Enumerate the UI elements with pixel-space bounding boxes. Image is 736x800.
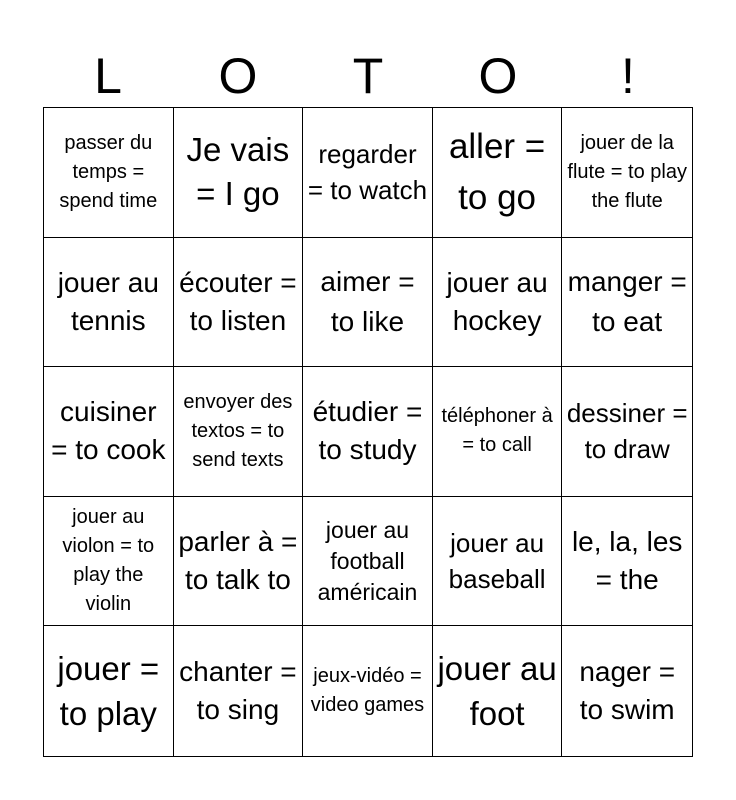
cell-text: jouer au baseball [448,528,546,595]
bingo-cell [303,497,433,627]
title-letter-2: O [218,48,258,104]
cell-text: parler à = to talk to [178,526,298,596]
cell-text: cuisiner = to cook [51,396,166,466]
bingo-cell [562,626,692,756]
bingo-cell [562,497,692,627]
bingo-cell [174,497,304,627]
cell-text: manger = to eat [567,265,687,337]
bingo-cell [44,626,174,756]
bingo-cell [562,108,692,238]
cell-text: envoyer des textos = to send texts [183,390,293,471]
title-letter-1: L [94,48,122,104]
bingo-cell [44,367,174,497]
bingo-cell [433,238,563,368]
bingo-cell [174,238,304,368]
bingo-cell [174,626,304,756]
cell-text: regarder = to watch [307,139,428,206]
bingo-cell [303,626,433,756]
cell-text: jouer au football américain [317,516,418,605]
bingo-cell [44,497,174,627]
cell-text: le, la, les = the [571,526,683,596]
cell-text: jouer = to play [57,650,160,733]
title-letter-3: T [352,48,384,104]
cell-text: dessiner = to draw [566,398,688,465]
cell-text: jouer au tennis [57,266,159,336]
cell-text: chanter = to sing [179,656,297,726]
bingo-cell [303,367,433,497]
bingo-cell [174,108,304,238]
bingo-cell [433,497,563,627]
cell-text: étudier = to study [312,396,423,466]
bingo-cell [562,367,692,497]
bingo-card-grid [43,107,693,757]
bingo-cell [433,367,563,497]
cell-text: aller = to go [448,127,546,218]
bingo-title [43,48,693,104]
bingo-cell [303,108,433,238]
cell-text: écouter = to listen [179,266,297,336]
cell-text: Je vais = I go [186,131,290,213]
bingo-cell [562,238,692,368]
cell-text: jouer de la flute = to play the flute [567,131,687,212]
cell-text: passer du temps = spend time [59,131,158,212]
cell-text: téléphoner à = to call [441,405,553,457]
cell-text: jouer au foot [437,650,557,733]
cell-text: aimer = to like [320,265,415,337]
cell-text: nager = to swim [579,656,676,726]
bingo-cell [433,626,563,756]
bingo-cell [44,238,174,368]
title-letter-5: ! [621,48,635,104]
cell-text: jouer au violon = to play the violin [62,506,155,616]
cell-text: jouer au hockey [446,266,548,336]
bingo-cell [303,238,433,368]
bingo-cell [44,108,174,238]
title-letter-4: O [478,48,518,104]
cell-text: jeux-vidéo = video games [310,665,425,717]
bingo-cell [174,367,304,497]
bingo-cell [433,108,563,238]
